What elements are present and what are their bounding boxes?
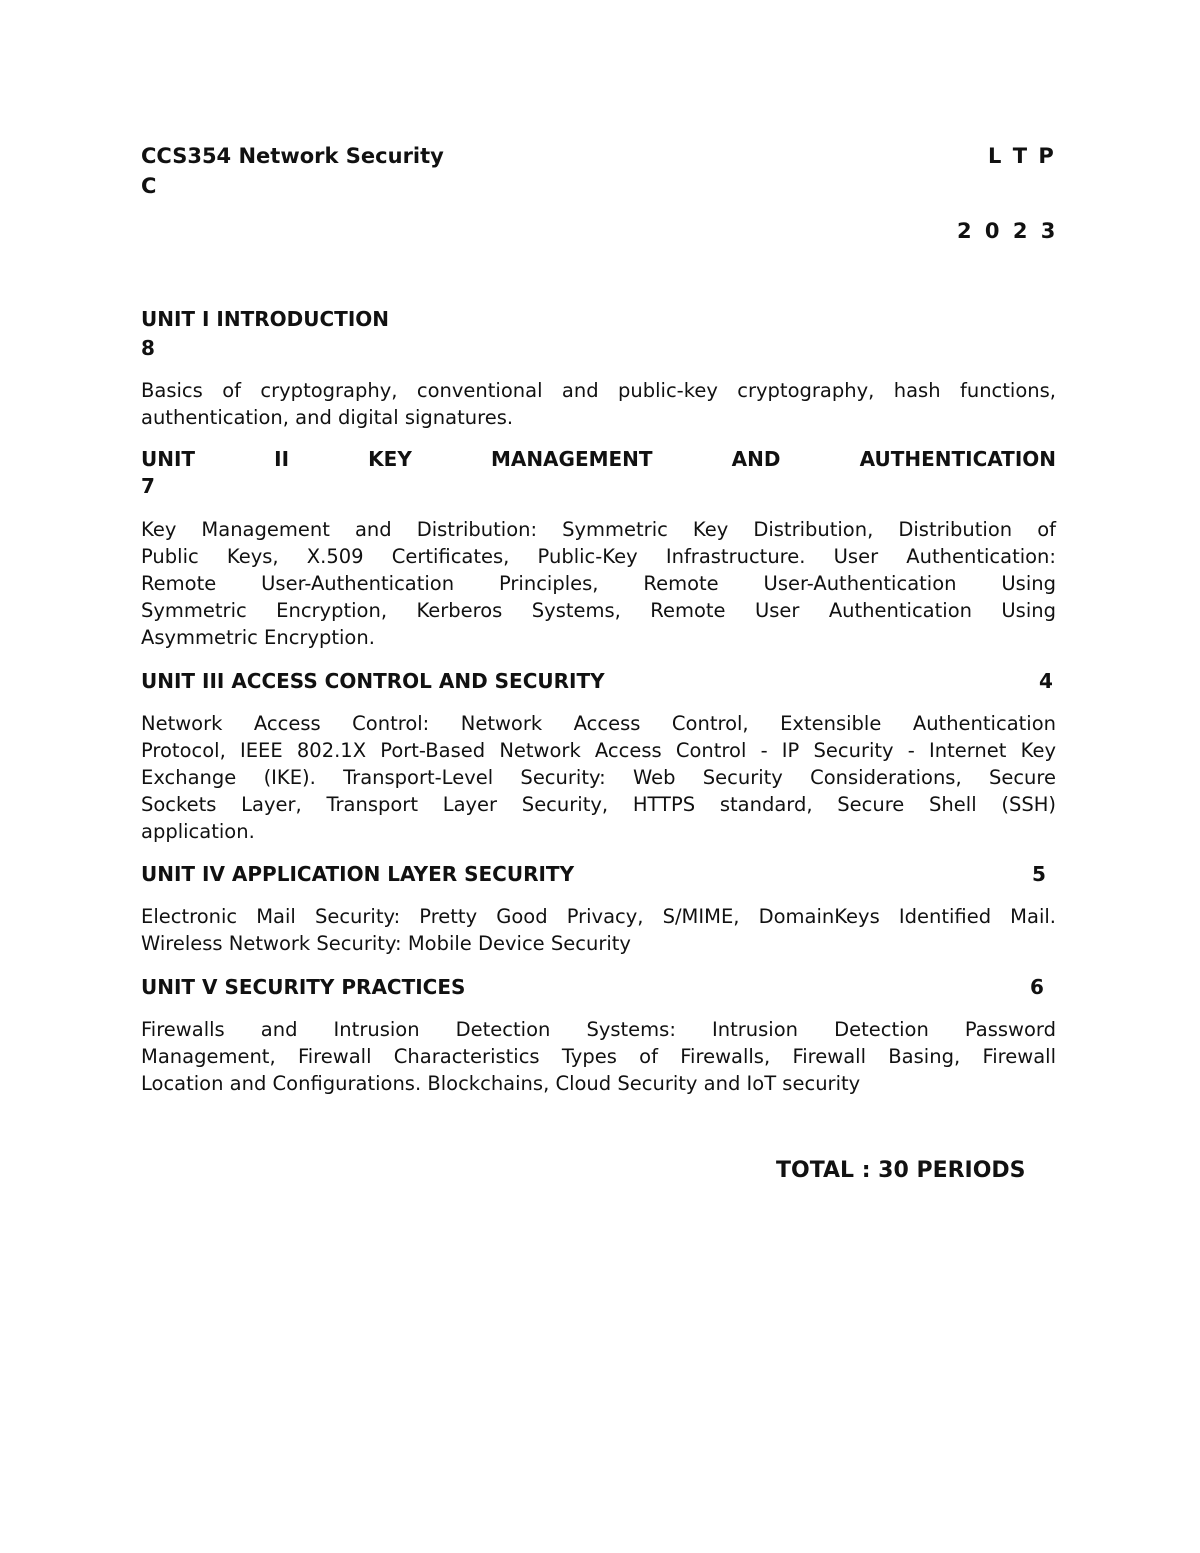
unit-2-title-word: UNIT (141, 447, 196, 471)
unit-2-title (141, 445, 1056, 473)
unit-4-text-line: Wireless Network Security: Mobile Device Security (141, 932, 631, 955)
unit-2-title-word: KEY (368, 447, 412, 471)
unit-1-text-line: authentication, and digital signatures. (141, 406, 514, 429)
unit-2-title-word: AUTHENTICATION (859, 447, 1057, 471)
unit-4-title: UNIT IV APPLICATION LAYER SECURITY (141, 862, 575, 886)
unit-2-text-line: Asymmetric Encryption. (141, 626, 375, 649)
unit-2-title-word: MANAGEMENT (490, 447, 653, 471)
unit-3-hours: 4 (1039, 669, 1053, 693)
total-periods: TOTAL : 30 PERIODS (776, 1158, 1026, 1183)
c-label: C (141, 174, 157, 198)
unit-4-text-line: Electronic Mail Security: Pretty Good Privacy, S/MIME, DomainKeys Identified Mail. (141, 905, 1056, 928)
unit-5-hours: 6 (1030, 975, 1044, 999)
unit-1-title: UNIT I INTRODUCTION (141, 307, 389, 331)
unit-2-hours: 7 (141, 474, 155, 498)
unit-1-hours: 8 (141, 336, 155, 360)
unit-2-title-word: AND (731, 447, 781, 471)
unit-4-hours: 5 (1032, 862, 1046, 886)
unit-3-text-line: Sockets Layer, Transport Layer Security, HTTPS standard, Secure Shell (SSH) (141, 793, 1056, 816)
unit-5-text-line: Management, Firewall Characteristics Types of Firewalls, Firewall Basing, Firewall (141, 1045, 1056, 1068)
unit-3-text-line: Network Access Control: Network Access Control, Extensible Authentication (141, 712, 1056, 735)
unit-3-title: UNIT III ACCESS CONTROL AND SECURITY (141, 669, 605, 693)
unit-5-title: UNIT V SECURITY PRACTICES (141, 975, 466, 999)
credits-values: 2 0 2 3 (957, 219, 1059, 243)
unit-3-text-line: Protocol, IEEE 802.1X Port-Based Network Access Control - IP Security - Internet Key (141, 739, 1056, 762)
unit-2-text-line: Key Management and Distribution: Symmetric Key Distribution, Distribution of (141, 518, 1056, 541)
unit-2-text-line: Public Keys, X.509 Certificates, Public-Key Infrastructure. User Authentication: (141, 545, 1056, 568)
unit-5-text-line: Location and Configurations. Blockchains, Cloud Security and IoT security (141, 1072, 861, 1095)
unit-2-text-line: Remote User-Authentication Principles, Remote User-Authentication Using (141, 572, 1056, 595)
unit-1-text-line: Basics of cryptography, conventional and public-key cryptography, hash functions, (141, 379, 1056, 402)
unit-3-text-line: application. (141, 820, 255, 843)
unit-2-text-line: Symmetric Encryption, Kerberos Systems, Remote User Authentication Using (141, 599, 1056, 622)
course-title: CCS354 Network Security (141, 144, 444, 168)
ltp-label: L T P (988, 144, 1056, 168)
unit-5-text-line: Firewalls and Intrusion Detection Systems: Intrusion Detection Password (141, 1018, 1056, 1041)
unit-2-title-word: II (274, 447, 290, 471)
unit-3-text-line: Exchange (IKE). Transport-Level Security: Web Security Considerations, Secure (141, 766, 1056, 789)
